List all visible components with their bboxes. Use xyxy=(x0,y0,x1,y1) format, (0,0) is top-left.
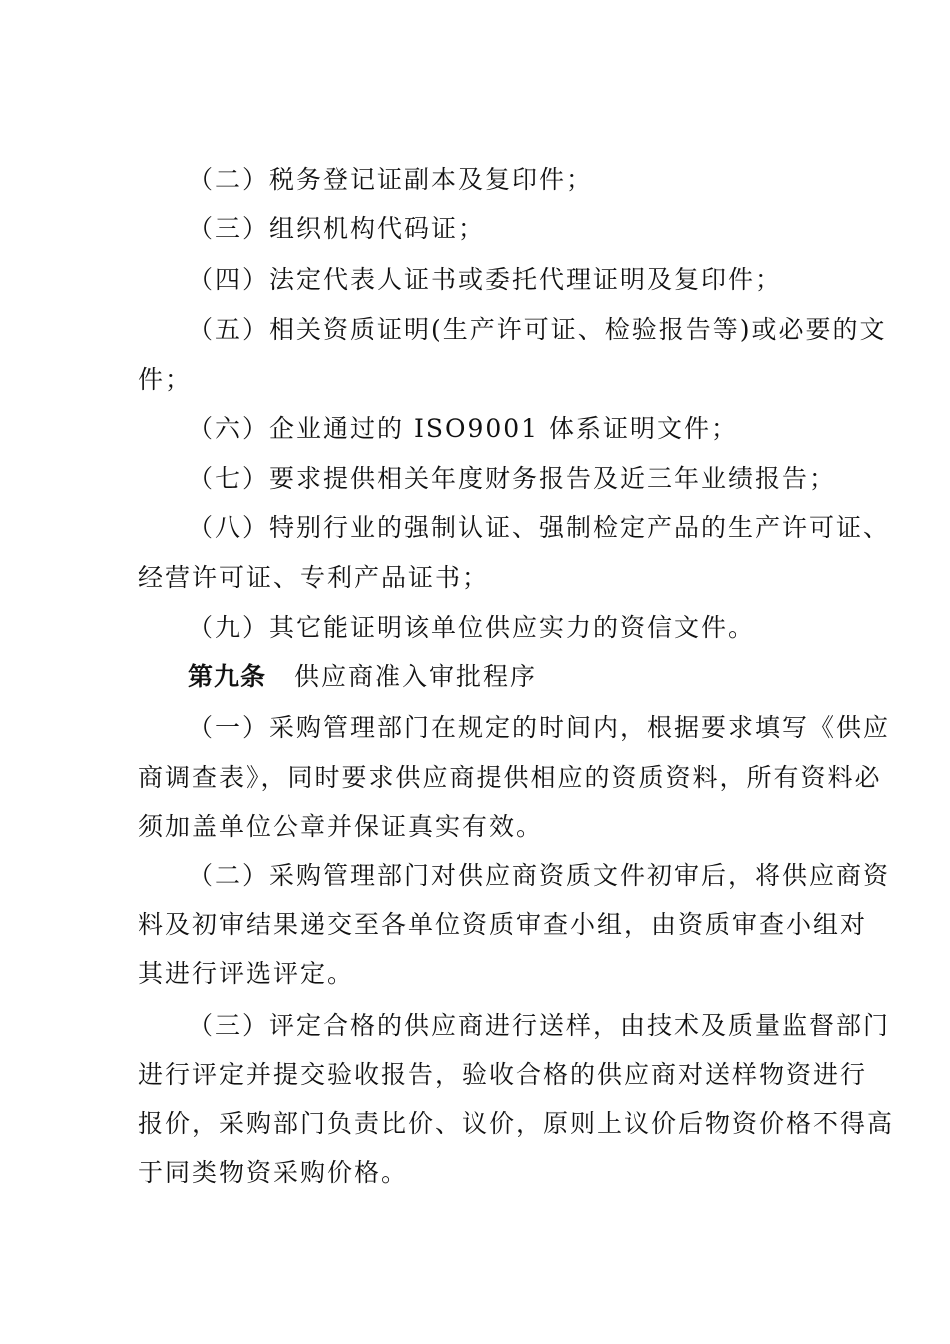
step-3-line-4: 于同类物资采购价格。 xyxy=(138,1158,409,1187)
list-item-3: （三）组织机构代码证； xyxy=(188,214,486,243)
list-item-8-line-1: （八）特别行业的强制认证、强制检定产品的生产许可证、 xyxy=(188,513,891,542)
article-label: 第九条 xyxy=(188,662,267,691)
list-item-5-line-2: 件； xyxy=(138,365,193,394)
article-title: 供应商准入审批程序 xyxy=(294,662,538,691)
step-2-line-1: （二）采购管理部门对供应商资质文件初审后，将供应商资 xyxy=(188,861,891,890)
step-3-line-1: （三）评定合格的供应商进行送样，由技术及质量监督部门 xyxy=(188,1011,891,1040)
step-3-line-2: 进行评定并提交验收报告，验收合格的供应商对送样物资进行 xyxy=(138,1060,868,1089)
step-2-line-2: 料及初审结果递交至各单位资质审查小组，由资质审查小组对 xyxy=(138,910,868,939)
step-1-line-3: 须加盖单位公章并保证真实有效。 xyxy=(138,812,544,841)
list-item-8-line-2: 经营许可证、专利产品证书； xyxy=(138,563,490,592)
list-item-5-line-1: （五）相关资质证明(生产许可证、检验报告等)或必要的文 xyxy=(188,315,887,344)
step-3-line-3: 报价，采购部门负责比价、议价，原则上议价后物资价格不得高 xyxy=(138,1109,895,1138)
article-heading xyxy=(188,661,537,693)
list-item-2: （二）税务登记证副本及复印件； xyxy=(188,165,594,194)
step-2-line-3: 其进行评选评定。 xyxy=(138,959,355,988)
step-1-line-1: （一）采购管理部门在规定的时间内，根据要求填写《供应 xyxy=(188,713,891,742)
list-item-4: （四）法定代表人证书或委托代理证明及复印件； xyxy=(188,265,783,294)
list-item-9: （九）其它能证明该单位供应实力的资信文件。 xyxy=(188,613,756,642)
list-item-7: （七）要求提供相关年度财务报告及近三年业绩报告； xyxy=(188,464,837,493)
step-1-line-2: 商调查表》，同时要求供应商提供相应的资质资料，所有资料必 xyxy=(138,763,882,792)
list-item-6: （六）企业通过的 ISO9001 体系证明文件； xyxy=(188,414,739,443)
